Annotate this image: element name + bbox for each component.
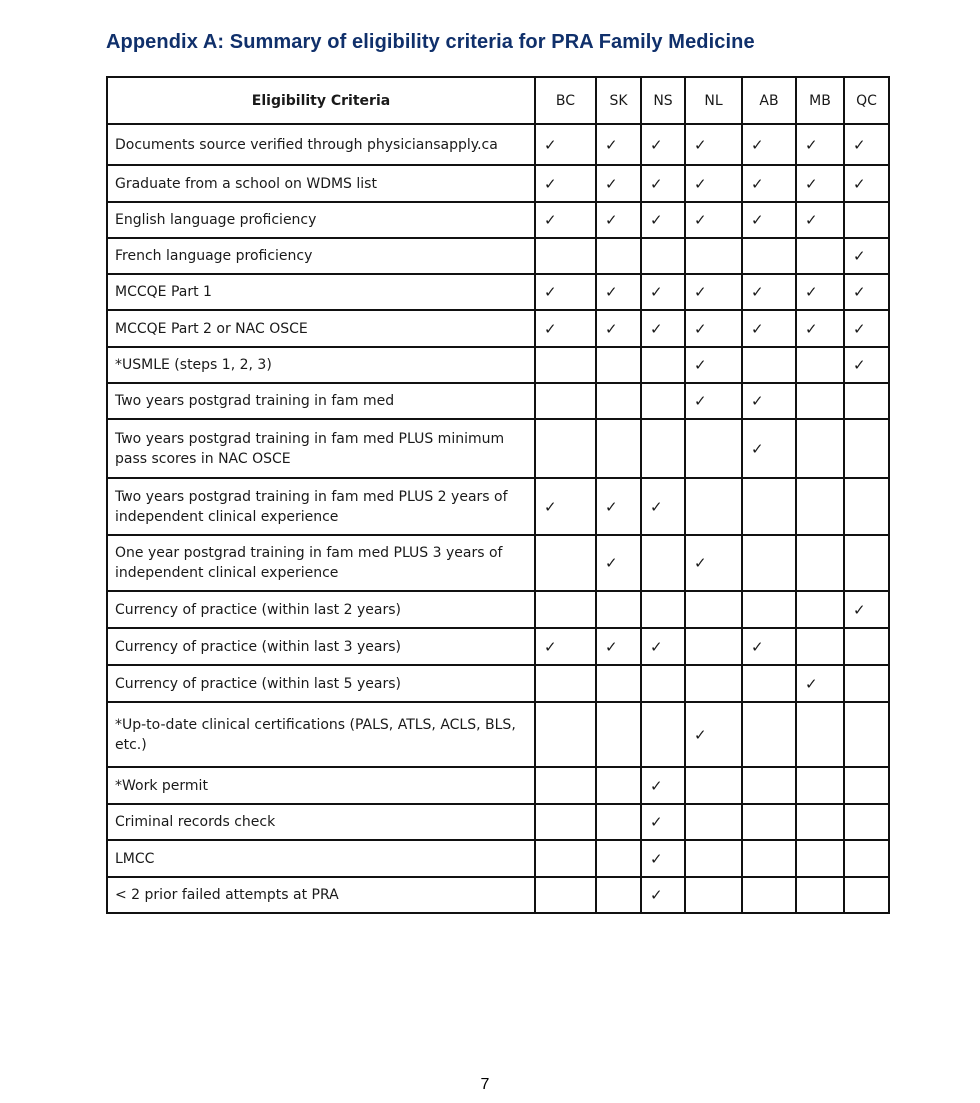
checkmark-icon: ✓ <box>805 211 818 229</box>
empty-cell <box>596 767 641 804</box>
table-row <box>107 347 889 383</box>
empty-cell <box>796 383 844 419</box>
checkmark-icon: ✓ <box>605 211 618 229</box>
criterion-cell: Graduate from a school on WDMS list <box>107 165 535 202</box>
checkmark-cell <box>742 124 796 165</box>
empty-cell <box>535 840 596 877</box>
empty-cell <box>742 535 796 591</box>
checkmark-icon: ✓ <box>805 135 818 154</box>
checkmark-icon: ✓ <box>751 135 764 154</box>
empty-cell <box>685 767 742 804</box>
empty-cell <box>844 383 889 419</box>
checkmark-cell <box>685 124 742 165</box>
empty-cell <box>596 383 641 419</box>
checkmark-icon: ✓ <box>544 174 557 193</box>
checkmark-cell <box>742 628 796 665</box>
checkmark-cell <box>596 165 641 202</box>
criterion-cell: Two years postgrad training in fam med PLUS minimum pass scores in NAC OSCE <box>107 419 535 478</box>
checkmark-cell <box>596 202 641 238</box>
checkmark-cell <box>685 310 742 347</box>
criterion-cell: Two years postgrad training in fam med PLUS 2 years of independent clinical experience <box>107 478 535 535</box>
empty-cell <box>796 702 844 767</box>
criterion-cell: French language proficiency <box>107 238 535 274</box>
table-row <box>107 165 889 202</box>
table-row <box>107 478 889 535</box>
table-row <box>107 419 889 478</box>
criterion-cell: *Work permit <box>107 767 535 804</box>
empty-cell <box>596 419 641 478</box>
checkmark-icon: ✓ <box>650 637 663 656</box>
criterion-cell: Currency of practice (within last 5 years) <box>107 665 535 702</box>
table-row <box>107 628 889 665</box>
checkmark-cell <box>742 202 796 238</box>
checkmark-cell <box>641 478 685 535</box>
checkmark-cell <box>596 124 641 165</box>
criterion-cell: MCCQE Part 2 or NAC OSCE <box>107 310 535 347</box>
checkmark-icon: ✓ <box>751 211 764 229</box>
checkmark-cell <box>796 310 844 347</box>
checkmark-cell <box>742 419 796 478</box>
empty-cell <box>641 383 685 419</box>
empty-cell <box>742 665 796 702</box>
empty-cell <box>685 591 742 628</box>
empty-cell <box>742 804 796 840</box>
province-header: QC <box>844 77 889 124</box>
checkmark-icon: ✓ <box>544 497 557 516</box>
empty-cell <box>742 347 796 383</box>
empty-cell <box>796 238 844 274</box>
empty-cell <box>844 804 889 840</box>
empty-cell <box>641 665 685 702</box>
empty-cell <box>742 877 796 913</box>
checkmark-icon: ✓ <box>694 356 707 374</box>
empty-cell <box>796 840 844 877</box>
table-row <box>107 124 889 165</box>
checkmark-icon: ✓ <box>650 813 663 831</box>
checkmark-cell <box>796 274 844 310</box>
empty-cell <box>742 702 796 767</box>
checkmark-icon: ✓ <box>605 283 618 301</box>
empty-cell <box>535 419 596 478</box>
checkmark-icon: ✓ <box>751 174 764 193</box>
page-number: 7 <box>480 1076 490 1093</box>
empty-cell <box>844 840 889 877</box>
checkmark-cell <box>685 165 742 202</box>
empty-cell <box>796 535 844 591</box>
checkmark-cell <box>596 310 641 347</box>
checkmark-cell <box>742 165 796 202</box>
checkmark-cell <box>796 165 844 202</box>
empty-cell <box>796 767 844 804</box>
empty-cell <box>844 628 889 665</box>
checkmark-cell <box>641 202 685 238</box>
empty-cell <box>535 767 596 804</box>
checkmark-icon: ✓ <box>694 319 707 338</box>
empty-cell <box>796 419 844 478</box>
table-row <box>107 238 889 274</box>
checkmark-icon: ✓ <box>650 211 663 229</box>
checkmark-cell <box>596 628 641 665</box>
checkmark-icon: ✓ <box>853 319 866 338</box>
checkmark-cell <box>641 767 685 804</box>
criterion-cell: Documents source verified through physiciansapply.ca <box>107 124 535 165</box>
checkmark-cell <box>685 535 742 591</box>
checkmark-cell <box>596 478 641 535</box>
checkmark-icon: ✓ <box>544 211 557 229</box>
empty-cell <box>796 877 844 913</box>
criterion-cell: *Up-to-date clinical certifications (PALS, ATLS, ACLS, BLS, etc.) <box>107 702 535 767</box>
checkmark-cell <box>742 310 796 347</box>
checkmark-cell <box>844 238 889 274</box>
checkmark-cell <box>844 310 889 347</box>
checkmark-icon: ✓ <box>605 319 618 338</box>
checkmark-cell <box>641 877 685 913</box>
checkmark-icon: ✓ <box>544 135 557 154</box>
checkmark-cell <box>796 124 844 165</box>
checkmark-icon: ✓ <box>853 283 866 301</box>
empty-cell <box>844 877 889 913</box>
checkmark-cell <box>844 124 889 165</box>
checkmark-cell <box>535 165 596 202</box>
checkmark-icon: ✓ <box>805 319 818 338</box>
criterion-cell: Criminal records check <box>107 804 535 840</box>
empty-cell <box>641 702 685 767</box>
checkmark-cell <box>844 347 889 383</box>
checkmark-icon: ✓ <box>805 674 818 693</box>
province-header: AB <box>742 77 796 124</box>
checkmark-cell <box>641 124 685 165</box>
empty-cell <box>685 840 742 877</box>
empty-cell <box>844 767 889 804</box>
checkmark-cell <box>535 628 596 665</box>
checkmark-icon: ✓ <box>650 886 663 904</box>
checkmark-icon: ✓ <box>650 776 663 795</box>
checkmark-icon: ✓ <box>853 356 866 374</box>
checkmark-icon: ✓ <box>694 135 707 154</box>
checkmark-cell <box>742 383 796 419</box>
empty-cell <box>685 478 742 535</box>
checkmark-cell <box>535 310 596 347</box>
empty-cell <box>742 478 796 535</box>
empty-cell <box>596 877 641 913</box>
empty-cell <box>641 238 685 274</box>
empty-cell <box>742 767 796 804</box>
empty-cell <box>596 840 641 877</box>
checkmark-icon: ✓ <box>650 849 663 868</box>
checkmark-cell <box>685 347 742 383</box>
province-header: NL <box>685 77 742 124</box>
checkmark-cell <box>535 202 596 238</box>
empty-cell <box>596 665 641 702</box>
checkmark-cell <box>641 274 685 310</box>
table-row <box>107 591 889 628</box>
checkmark-icon: ✓ <box>751 319 764 338</box>
empty-cell <box>844 202 889 238</box>
empty-cell <box>641 347 685 383</box>
checkmark-cell <box>742 274 796 310</box>
checkmark-cell <box>844 591 889 628</box>
checkmark-icon: ✓ <box>694 554 707 572</box>
criterion-cell: English language proficiency <box>107 202 535 238</box>
criterion-cell: < 2 prior failed attempts at PRA <box>107 877 535 913</box>
empty-cell <box>844 665 889 702</box>
checkmark-cell <box>844 165 889 202</box>
empty-cell <box>535 804 596 840</box>
checkmark-icon: ✓ <box>751 392 764 410</box>
criterion-cell: MCCQE Part 1 <box>107 274 535 310</box>
table-row <box>107 702 889 767</box>
empty-cell <box>596 804 641 840</box>
empty-cell <box>796 591 844 628</box>
empty-cell <box>685 804 742 840</box>
checkmark-cell <box>685 274 742 310</box>
table-row <box>107 274 889 310</box>
empty-cell <box>796 347 844 383</box>
checkmark-cell <box>796 202 844 238</box>
criteria-column-header: Eligibility Criteria <box>107 77 535 124</box>
checkmark-cell <box>535 274 596 310</box>
criterion-cell: Currency of practice (within last 2 years) <box>107 591 535 628</box>
empty-cell <box>535 238 596 274</box>
checkmark-cell <box>641 804 685 840</box>
empty-cell <box>685 628 742 665</box>
page-title: Appendix A: Summary of eligibility criteria for PRA Family Medicine <box>106 31 755 53</box>
empty-cell <box>742 238 796 274</box>
checkmark-icon: ✓ <box>544 319 557 338</box>
checkmark-icon: ✓ <box>853 135 866 154</box>
checkmark-icon: ✓ <box>694 725 707 744</box>
empty-cell <box>641 419 685 478</box>
checkmark-icon: ✓ <box>650 283 663 301</box>
checkmark-icon: ✓ <box>605 637 618 656</box>
empty-cell <box>796 628 844 665</box>
checkmark-icon: ✓ <box>650 497 663 516</box>
table-row <box>107 877 889 913</box>
empty-cell <box>742 591 796 628</box>
eligibility-table <box>106 76 890 914</box>
province-header: BC <box>535 77 596 124</box>
empty-cell <box>596 347 641 383</box>
checkmark-cell <box>535 124 596 165</box>
empty-cell <box>844 535 889 591</box>
empty-cell <box>796 478 844 535</box>
table-row <box>107 665 889 702</box>
empty-cell <box>535 702 596 767</box>
checkmark-cell <box>641 628 685 665</box>
empty-cell <box>535 877 596 913</box>
checkmark-icon: ✓ <box>853 174 866 193</box>
checkmark-cell <box>685 202 742 238</box>
empty-cell <box>844 478 889 535</box>
table-row <box>107 840 889 877</box>
checkmark-cell <box>596 535 641 591</box>
checkmark-cell <box>535 478 596 535</box>
checkmark-icon: ✓ <box>751 283 764 301</box>
empty-cell <box>596 591 641 628</box>
province-header: SK <box>596 77 641 124</box>
criterion-cell: *USMLE (steps 1, 2, 3) <box>107 347 535 383</box>
checkmark-icon: ✓ <box>605 174 618 193</box>
table-row <box>107 202 889 238</box>
criterion-cell: LMCC <box>107 840 535 877</box>
criterion-cell: Currency of practice (within last 3 years) <box>107 628 535 665</box>
checkmark-icon: ✓ <box>605 135 618 154</box>
checkmark-icon: ✓ <box>650 174 663 193</box>
checkmark-cell <box>685 383 742 419</box>
criterion-cell: One year postgrad training in fam med PLUS 3 years of independent clinical experience <box>107 535 535 591</box>
empty-cell <box>844 419 889 478</box>
empty-cell <box>685 665 742 702</box>
empty-cell <box>844 702 889 767</box>
checkmark-cell <box>685 702 742 767</box>
checkmark-icon: ✓ <box>605 554 618 572</box>
table-body <box>107 124 889 913</box>
checkmark-icon: ✓ <box>544 283 557 301</box>
criterion-cell: Two years postgrad training in fam med <box>107 383 535 419</box>
checkmark-cell <box>596 274 641 310</box>
checkmark-cell <box>641 165 685 202</box>
checkmark-icon: ✓ <box>751 439 764 458</box>
empty-cell <box>535 347 596 383</box>
checkmark-cell <box>844 274 889 310</box>
checkmark-icon: ✓ <box>605 497 618 516</box>
empty-cell <box>535 591 596 628</box>
empty-cell <box>685 419 742 478</box>
checkmark-cell <box>641 310 685 347</box>
empty-cell <box>596 702 641 767</box>
checkmark-icon: ✓ <box>751 637 764 656</box>
province-header: NS <box>641 77 685 124</box>
table-row <box>107 804 889 840</box>
province-header: MB <box>796 77 844 124</box>
checkmark-icon: ✓ <box>544 637 557 656</box>
checkmark-icon: ✓ <box>853 247 866 265</box>
checkmark-icon: ✓ <box>694 283 707 301</box>
checkmark-icon: ✓ <box>694 211 707 229</box>
checkmark-icon: ✓ <box>694 392 707 410</box>
empty-cell <box>796 804 844 840</box>
table-header-row <box>107 77 889 124</box>
empty-cell <box>596 238 641 274</box>
empty-cell <box>535 665 596 702</box>
checkmark-icon: ✓ <box>650 135 663 154</box>
checkmark-icon: ✓ <box>805 174 818 193</box>
checkmark-cell <box>641 840 685 877</box>
table-row <box>107 310 889 347</box>
checkmark-icon: ✓ <box>805 283 818 301</box>
empty-cell <box>685 877 742 913</box>
checkmark-icon: ✓ <box>694 174 707 193</box>
checkmark-icon: ✓ <box>853 600 866 619</box>
empty-cell <box>535 383 596 419</box>
empty-cell <box>685 238 742 274</box>
checkmark-icon: ✓ <box>650 319 663 338</box>
checkmark-cell <box>796 665 844 702</box>
empty-cell <box>641 591 685 628</box>
table-row <box>107 767 889 804</box>
empty-cell <box>641 535 685 591</box>
table-row <box>107 535 889 591</box>
empty-cell <box>535 535 596 591</box>
empty-cell <box>742 840 796 877</box>
table-row <box>107 383 889 419</box>
